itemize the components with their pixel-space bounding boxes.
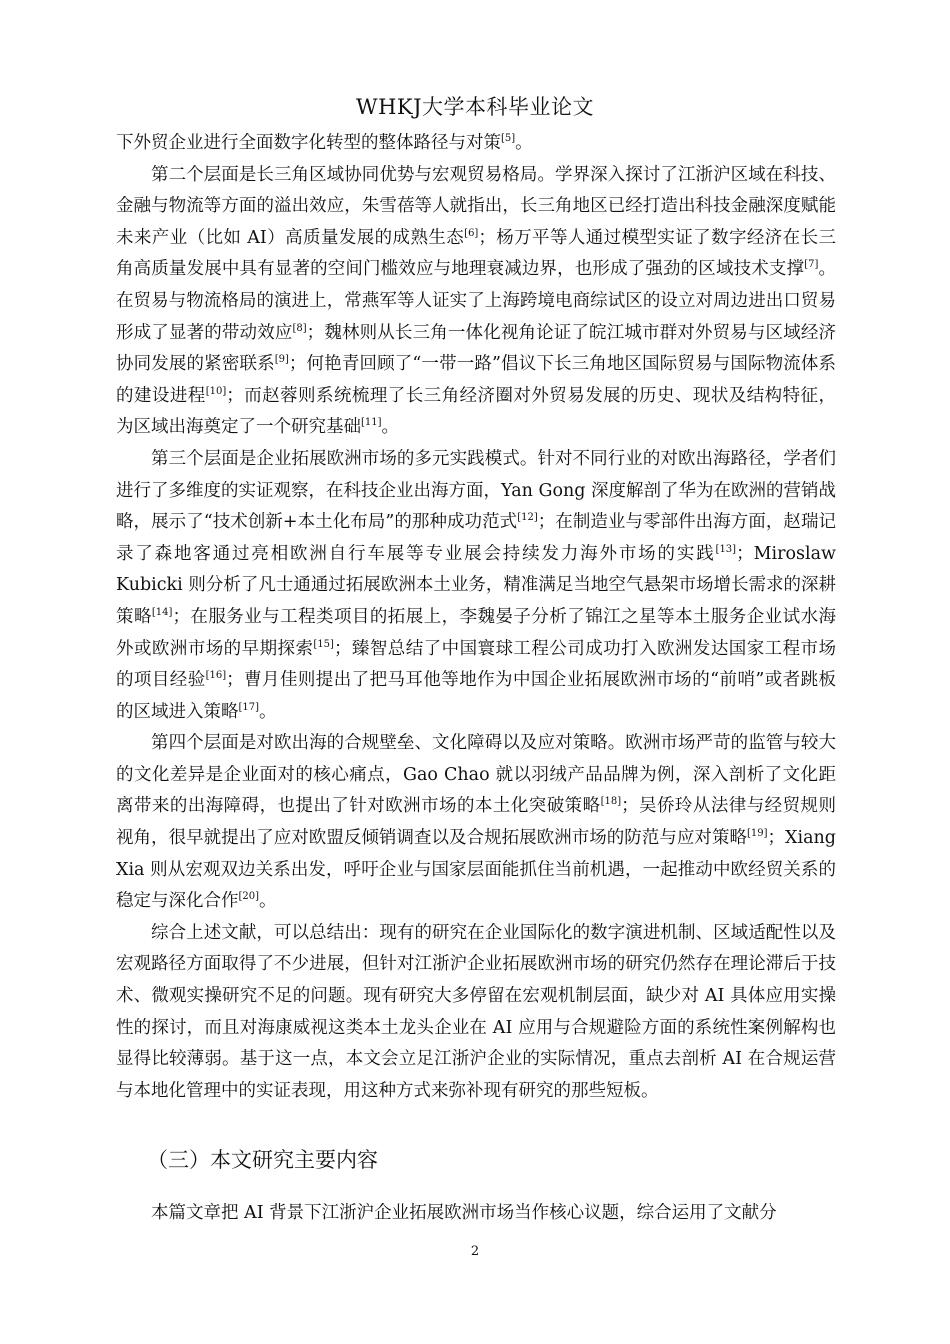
- paragraph-text: ；Miroslaw Kubicki 则分析了凡士通通过拓展欧洲本土业务，精准满足当地空气悬架市场增长需求的深耕策略: [116, 543, 836, 627]
- citation-ref: [19]: [747, 828, 768, 840]
- citation-ref: [8]: [292, 322, 307, 334]
- body-text: [116, 128, 836, 1107]
- paragraph-text: 。在贸易与物流格局的演进上，常燕军等人证实了上海跨境电商综试区的设立对周边进出口贸易形成了显著的带动效应: [116, 259, 837, 343]
- paragraph-text: 。: [259, 701, 277, 722]
- paragraph-text: 下外贸企业进行全面数字化转型的整体路径与对策: [116, 133, 501, 153]
- body-paragraph: [116, 918, 836, 1108]
- section-intro-paragraph: 本篇文章把 AI 背景下江浙沪企业拓展欧洲市场当作核心议题，综合运用了文献分: [151, 1203, 777, 1223]
- paragraph-text: ；臻智总结了中国寰球工程公司成功打入欧洲发达国家工程市场的项目经验: [116, 638, 837, 691]
- citation-ref: [9]: [274, 354, 289, 366]
- paragraph-text: 第二个层面是长三角区域协同优势与宏观贸易格局。学界深入探讨了江浙沪区域在科技、金融与物流等方面的溢出效应，朱雪蓓等人就指出，长三角地区已经打造出科技金融深度赋能未来产业（比如 AI）高质量发展的成熟生态: [116, 164, 836, 248]
- paragraph-text: ；而赵蓉则系统梳理了长三角经济圈对外贸易发展的历史、现状及结构特征，为区域出海奠定了一个研究基础: [116, 385, 836, 438]
- paragraph-text: ；曹月佳则提出了把马耳他等地作为中国企业拓展欧洲市场的“前哨”或者跳板的区域进入策略: [116, 670, 837, 722]
- paragraph-text: ；吴侨玲从法律与经贸规则视角，很早就提出了应对欧盟反倾销调查以及合规拓展欧洲市场的防范与应对策略: [116, 796, 837, 849]
- paragraph-text: ；Xiang Xia 则从宏观双边关系出发，呼吁企业与国家层面能抓住当前机遇，一起推动中欧经贸关系的稳定与深化合作: [116, 828, 836, 912]
- body-paragraph: [116, 444, 836, 728]
- page-number: 2: [470, 1244, 480, 1259]
- paragraph-text: 第四个层面是对欧出海的合规壁垒、文化障碍以及应对策略。欧洲市场严苛的监管与较大的文化差异是企业面对的核心痛点，Gao Chao 就以羽绒产品品牌为例，深入剖析了文化距离带来的出海障碍，也提出了针对欧洲市场的本土化突破策略: [116, 733, 836, 817]
- citation-ref: [11]: [361, 417, 382, 429]
- paragraph-text: ；何艳青回顾了“一带一路”倡议下长三角地区国际贸易与国际物流体系的建设进程: [116, 354, 836, 406]
- paragraph-text: 。: [381, 417, 400, 438]
- paragraph-text: 第三个层面是企业拓展欧洲市场的多元实践模式。针对不同行业的对欧出海路径，学者们进行了多维度的实证观察，在科技企业出海方面，Yan Gong 深度解剖了华为在欧洲的营销战略，展示了“技术创新+本土化布局”的那种成功范式: [116, 448, 837, 533]
- citation-ref: [6]: [464, 227, 479, 239]
- citation-ref: [12]: [517, 512, 538, 524]
- citation-ref: [10]: [205, 385, 227, 397]
- body-paragraph: [116, 160, 836, 444]
- body-paragraph: [116, 128, 836, 160]
- paragraph-text: ；在制造业与零部件出海方面，赵瑞记录了森地客通过亮相欧洲自行车展等专业展会持续发力海外市场的实践: [116, 512, 836, 564]
- citation-ref: [7]: [804, 259, 819, 271]
- paragraph-text: ；魏林则从长三角一体化视角论证了皖江城市群对外贸易与区域经济协同发展的紧密联系: [116, 322, 837, 375]
- paragraph-text: ；杨万平等人通过模型实证了数字经济在长三角高质量发展中具有显著的空间门槛效应与地理衰减边界，也形成了强劲的区域技术支撑: [116, 227, 836, 280]
- citation-ref: [15]: [313, 638, 334, 650]
- body-paragraph: [116, 728, 836, 918]
- citation-ref: [13]: [715, 543, 737, 555]
- citation-ref: [17]: [238, 701, 260, 713]
- section-heading: （三）本文研究主要内容: [147, 1148, 378, 1172]
- paragraph-text: ；在服务业与工程类项目的拓展上，李魏晏子分析了锦江之星等本土服务企业试水海外或欧洲市场的早期探索: [116, 606, 837, 659]
- running-header: WHKJ大学本科毕业论文: [355, 95, 594, 119]
- paragraph-text: 。: [515, 133, 533, 153]
- citation-ref: [5]: [501, 133, 516, 145]
- citation-ref: [18]: [600, 796, 622, 808]
- paragraph-text: 。: [259, 891, 277, 912]
- citation-ref: [16]: [205, 670, 227, 682]
- paragraph-text: 综合上述文献，可以总结出：现有的研究在企业国际化的数字演进机制、区域适配性以及宏观路径方面取得了不少进展，但针对江浙沪企业拓展欧洲市场的研究仍然存在理论滞后于技术、微观实操研究不足的问题。现有研究大多停留在宏观机制层面，缺少对 AI 具体应用实操性的探讨，而且对海康威视这类本土龙头企业在 AI 应用与合规避险方面的系统性案例解构也显得比较薄弱。基于这一点，本文会立足江浙沪企业的实际情况，重点去剖析 AI 在合规运营与本地化管理中的实证表现，用这种方式来弥补现有研究的那些短板。: [116, 922, 836, 1101]
- citation-ref: [20]: [238, 891, 260, 903]
- citation-ref: [14]: [151, 607, 173, 619]
